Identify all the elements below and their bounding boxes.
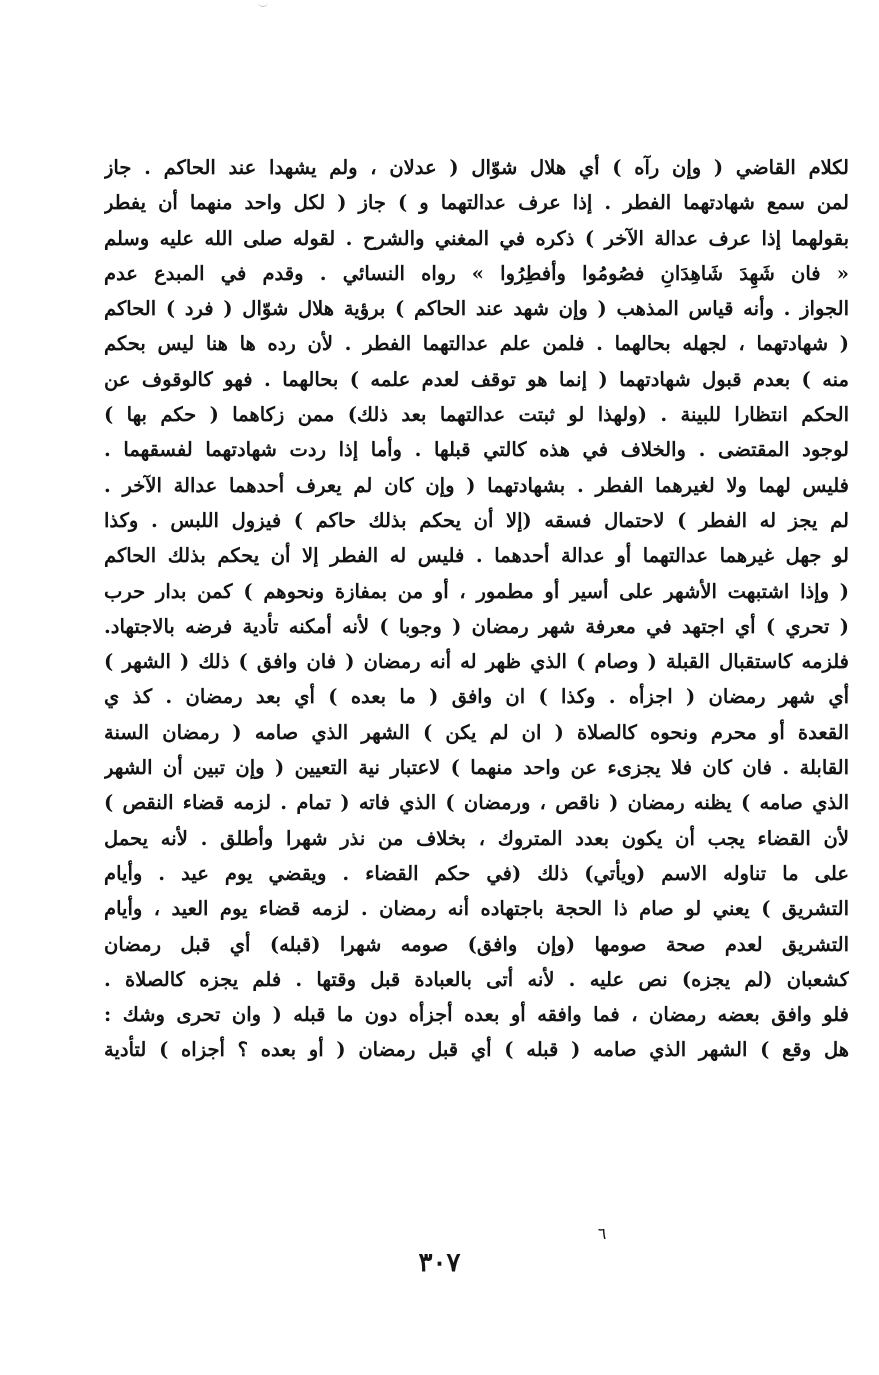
text-line: فلو وافق بعضه رمضان ، فما وافقه أو بعده أجزأه دون ما قبله ( وان تحرى وشك :: [104, 1003, 849, 1027]
text-line: التشريق ) يعني لو صام ذا الحجة باجتهاده أنه رمضان . لزمه قضاء يوم العيد ، وأيام: [104, 897, 849, 921]
body-text: [104, 150, 849, 1068]
text-line: على ما تناوله الاسم (ويأتي) ذلك (في حكم القضاء . ويقضي يوم عيد . وأيام: [104, 861, 849, 885]
text-line: لو جهل غيرهما عدالتهما أو عدالة أحدهما . فليس له الفطر إلا أن يحكم بذلك الحاكم: [104, 544, 849, 568]
text-line: لم يجز له الفطر ) لاحتمال فسقه (إلا أن يحكم بذلك حاكم ) فيزول اللبس . وكذا: [104, 508, 849, 532]
text-line: الذي صامه ) يظنه رمضان ( ناقص ، ورمضان ) الذي فاته ( تمام . لزمه قضاء النقص ): [104, 791, 849, 815]
text-line: لوجود المقتضى . والخلاف في هذه كالتي قبلها . وأما إذا ردت شهادتهما لفسقهما .: [104, 438, 849, 462]
text-line: لأن القضاء يجب أن يكون بعدد المتروك ، بخلاف من نذر شهرا وأطلق . لأنه يحمل: [104, 826, 849, 850]
text-line: القعدة أو محرم ونحوه كالصلاة ( ان لم يكن ) الشهر الذي صامه ( رمضان السنة: [104, 720, 849, 744]
text-line: فلزمه كاستقبال القبلة ( وصام ) الذي ظهر له أنه رمضان ( فان وافق ) ذلك ( الشهر ): [104, 650, 849, 674]
text-line: كشعبان (لم يجزه) نص عليه . لأنه أتى بالعبادة قبل وقتها . فلم يجزه كالصلاة .: [104, 967, 849, 991]
text-line: لكلام القاضي ( وإن رآه ) أي هلال شوّال ( عدلان ، ولم يشهدا عند الحاكم . جاز: [104, 156, 849, 179]
text-line: القابلة . فان كان فلا يجزىء عن واحد منهما ) لاعتبار نية التعيين ( وإن تبين أن الشهر: [104, 756, 849, 780]
text-line: لمن سمع شهادتهما الفطر . إذا عرف عدالتهما و ) جاز ( لكل واحد منهما أن يفطر: [104, 191, 849, 215]
text-line: « فان شَهِدَ شَاهِدَانِ فصُومُوا وأفطِرُوا » رواه النسائي . وقدم في المبدع عدم: [104, 261, 849, 285]
text-line: الحكم انتظارا للبينة . (ولهذا لو ثبتت عدالتهما بعد ذلك) ممن زكاهما ( حكم بها ): [104, 403, 849, 427]
text-line: الجواز . وأنه قياس المذهب ( وإن شهد عند الحاكم ) برؤية هلال شوّال ( فرد ) الحاكم: [104, 297, 849, 321]
text-line: ( شهادتهما ، لجهله بحالهما . فلمن علم عدالتهما الفطر . لأن رده ها هنا ليس بحكم: [104, 332, 849, 356]
scan-mark: [258, 0, 268, 7]
text-line: بقولهما إذا عرف عدالة الآخر ) ذكره في المغني والشرح . لقوله صلى الله عليه وسلم: [104, 226, 849, 250]
text-line: أي شهر رمضان ( اجزأه . وكذا ) ان وافق ( ما بعده ) أي بعد رمضان . كذ ي: [104, 685, 849, 709]
text-line: منه ) بعدم قبول شهادتهما ( إنما هو توقف لعدم علمه ) بحالهما . فهو كالوقوف عن: [104, 367, 849, 391]
text-line: التشريق لعدم صحة صومها (وإن وافق) صومه شهرا (قبله) أي قبل رمضان: [104, 932, 849, 956]
text-line: ( تحري ) أي اجتهد في معرفة شهر رمضان ( وجوبا ) لأنه أمكنه تأدية فرضه بالاجتهاد.: [104, 614, 849, 638]
text-line: فليس لهما ولا لغيرهما الفطر . بشهادتهما ( وإن كان لم يعرف أحدهما عدالة الآخر .: [104, 473, 849, 497]
text-line: ( وإذا اشتبهت الأشهر على أسير أو مطمور ، أو من بمفازة ونحوهم ) كمن بدار حرب: [104, 579, 849, 603]
text-line: هل وقع ) الشهر الذي صامه ( قبله ) أي قبل رمضان ( أو بعده ؟ أجزاه ) لتأدية: [104, 1038, 849, 1062]
footnote-mark: ٦: [597, 1224, 607, 1243]
page-number: ٣٠٧: [418, 1248, 461, 1278]
